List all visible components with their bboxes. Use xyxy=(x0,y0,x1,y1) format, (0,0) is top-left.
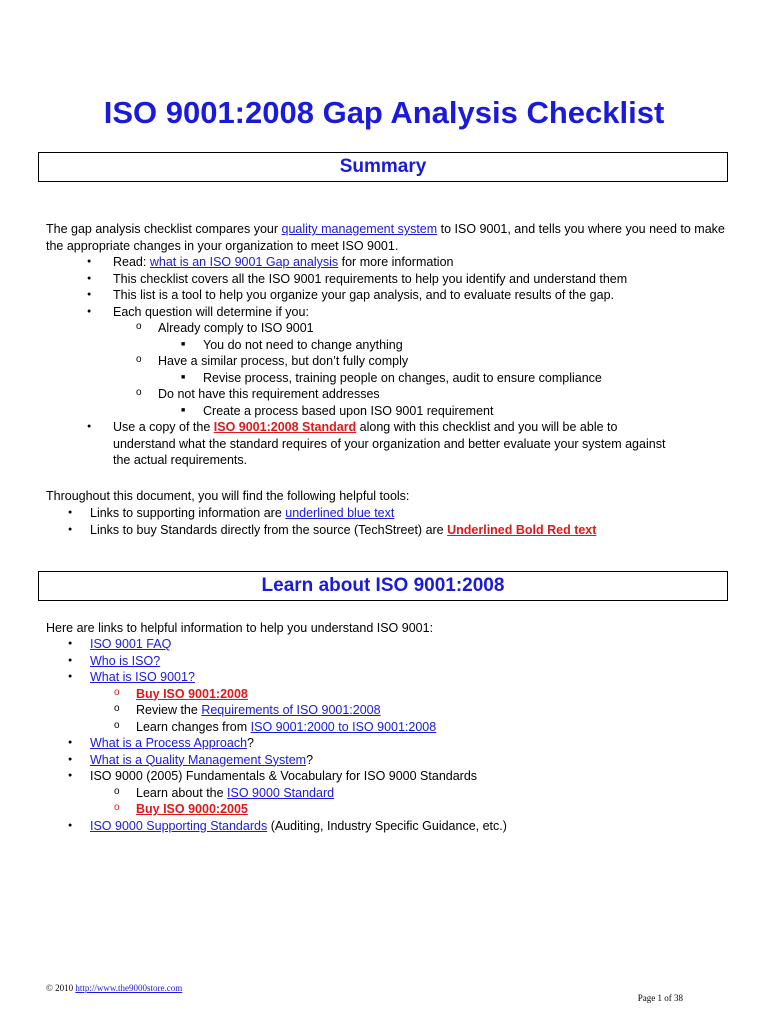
list-item xyxy=(46,735,736,752)
review-pre: Review the xyxy=(136,703,202,717)
list-item xyxy=(46,768,736,785)
buy-iso9000-link[interactable]: Buy ISO 9000:2005 xyxy=(136,802,248,816)
tools-intro: Throughout this document, you will find the following helpful tools: xyxy=(46,489,410,503)
list-item xyxy=(46,669,736,686)
qms-link[interactable]: quality management system xyxy=(281,222,438,236)
intro-text: The gap analysis checklist compares your xyxy=(46,222,282,236)
list-item: o Already comply to ISO 9001 xyxy=(46,320,736,337)
list-item: ■ Revise process, training people on changes, audit to ensure compliance xyxy=(46,370,736,387)
summary-intro xyxy=(46,221,726,254)
list-item: ● Each question will determine if you: xyxy=(46,304,736,321)
process-approach-link[interactable]: What is a Process Approach xyxy=(90,736,248,750)
changes-link[interactable]: ISO 9001:2000 to ISO 9001:2008 xyxy=(250,719,437,734)
page-title: ISO 9001:2008 Gap Analysis Checklist xyxy=(103,95,665,130)
list-item: ● This checklist covers all the ISO 9001 requirements to help you identify and understand them xyxy=(46,271,736,288)
list-item: o Have a similar process, but don’t fully comply xyxy=(46,353,736,370)
page-number: Page 1 of 38 xyxy=(637,993,683,1003)
qms-info-link[interactable]: What is a Quality Management System xyxy=(90,752,307,767)
list-item xyxy=(46,419,683,469)
buy-iso9001-standard-link[interactable]: ISO 9001:2008 Standard xyxy=(213,420,357,434)
requirements-link[interactable]: Requirements of ISO 9001:2008 xyxy=(201,703,381,717)
iso9001-faq-link[interactable]: ISO 9001 FAQ xyxy=(90,637,172,651)
intro-text-end: to ISO 9001, and tells you where you need to make the appropriate changes in your organization to meet ISO 9001. xyxy=(46,222,725,253)
list-item xyxy=(46,785,736,802)
changes-pre: Learn changes from xyxy=(136,719,251,734)
what-is-iso9001-link[interactable]: What is ISO 9001? xyxy=(90,670,195,684)
process-post: ? xyxy=(247,736,254,750)
summary-heading: Summary xyxy=(38,152,728,182)
list-item: ■ You do not need to change anything xyxy=(46,337,736,354)
store-url-link[interactable]: http://www.the9000store.com xyxy=(75,983,183,993)
learn-intro: Here are links to helpful information to help you understand ISO 9001: xyxy=(46,621,434,635)
list-item xyxy=(46,653,736,670)
footer-copyright xyxy=(46,983,182,993)
supporting-post: (Auditing, Industry Specific Guidance, etc.) xyxy=(267,818,507,833)
qms-post: ? xyxy=(306,752,314,767)
summary-list xyxy=(46,254,736,469)
list-item: ■ Create a process based upon ISO 9001 requirement xyxy=(46,403,736,420)
learn-list xyxy=(46,636,736,834)
supporting-standards-link[interactable]: ISO 9000 Supporting Standards xyxy=(90,818,268,833)
red-text-link[interactable]: Underlined Bold Red text xyxy=(447,522,597,537)
list-item xyxy=(46,752,736,769)
list-item xyxy=(46,522,736,539)
list-item xyxy=(46,636,736,653)
buy-iso9001-link[interactable]: Buy ISO 9001:2008 xyxy=(136,686,248,701)
b5-pre: Use a copy of the xyxy=(113,420,214,434)
read-post: for more information xyxy=(338,255,454,269)
list-item xyxy=(46,505,736,522)
list-item: ● This list is a tool to help you organize your gap analysis, and to evaluate results of the gap. xyxy=(46,287,736,304)
read-label: Read: xyxy=(113,255,150,269)
list-item xyxy=(46,719,736,736)
learn-heading: Learn about ISO 9001:2008 xyxy=(38,571,728,601)
list-item xyxy=(46,818,736,835)
copyright-text: © 2010 xyxy=(46,983,76,993)
gap-analysis-link[interactable]: what is an ISO 9001 Gap analysis xyxy=(149,255,339,269)
list-item xyxy=(46,801,736,818)
blue-text-link[interactable]: underlined blue text xyxy=(285,506,395,520)
b5-post: along with this checklist and you will be able to understand what the standard requires of your organization and better evaluate your system against the actual requirements. xyxy=(113,420,666,467)
list-item: o Do not have this requirement addresses xyxy=(46,386,736,403)
list-item xyxy=(46,702,736,719)
tools-list xyxy=(46,505,736,538)
iso9000-standard-link[interactable]: ISO 9000 Standard xyxy=(227,785,335,800)
tool1-text: Links to supporting information are xyxy=(90,506,286,520)
who-is-iso-link[interactable]: Who is ISO? xyxy=(90,653,161,668)
list-item xyxy=(46,686,736,703)
learn9000-pre: Learn about the xyxy=(136,785,228,800)
list-item xyxy=(46,254,736,271)
iso9000-text: ISO 9000 (2005) Fundamentals & Vocabulary for ISO 9000 Standards xyxy=(90,769,478,783)
tool2-text: Links to buy Standards directly from the source (TechStreet) are xyxy=(90,522,448,537)
